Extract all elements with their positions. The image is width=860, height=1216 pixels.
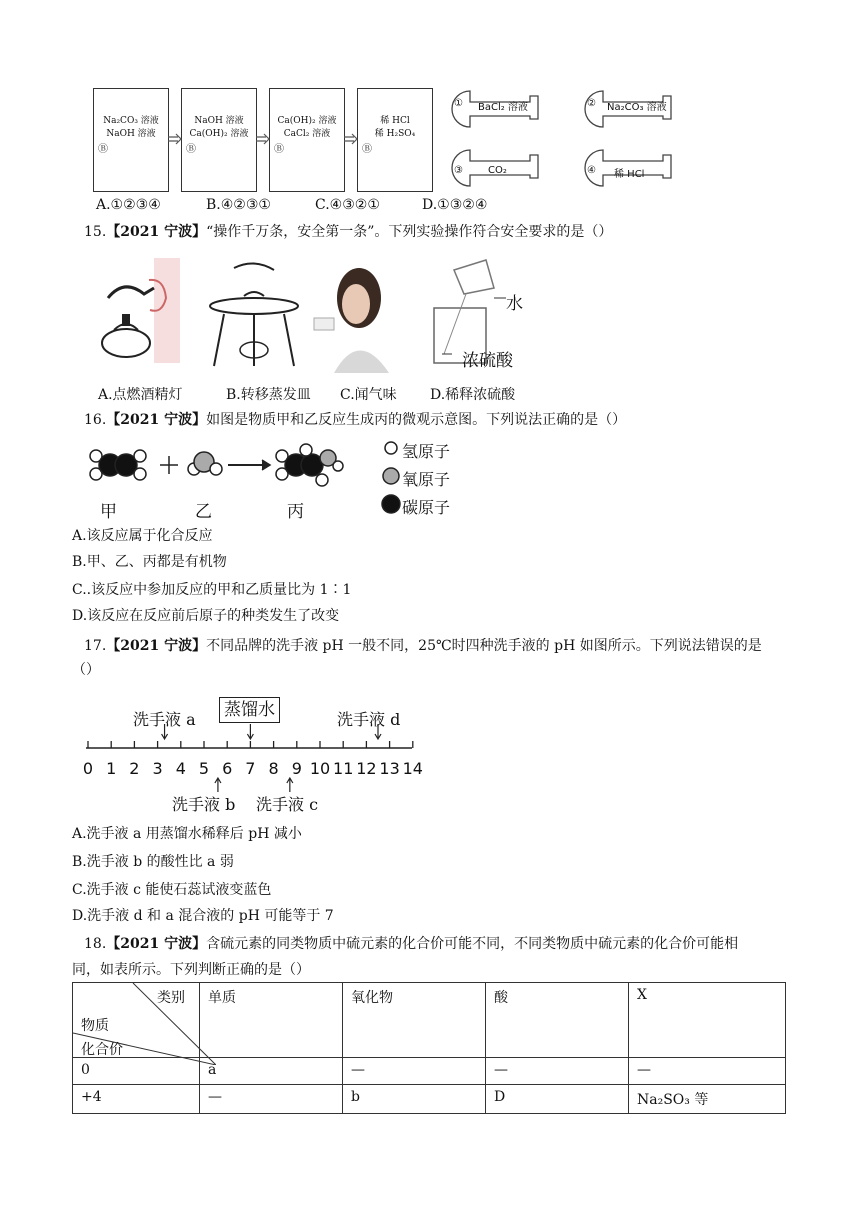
- row-0-cell-3: —: [486, 1058, 629, 1085]
- key-3-num: ③: [454, 165, 463, 176]
- row-0-cell-2: —: [343, 1058, 486, 1085]
- q17-stem-cont: （）: [72, 662, 100, 678]
- corner-category: 类别: [157, 990, 185, 1006]
- evaporating-dish-figure: [210, 263, 298, 366]
- q15-option-d[interactable]: D.稀释浓硫酸: [430, 387, 516, 403]
- marker-d-label: 洗手液 d: [337, 710, 401, 729]
- row-0-cell-1: a: [200, 1058, 343, 1085]
- distilled-water-box: 蒸馏水: [219, 697, 280, 723]
- ph-tick-label: 5: [198, 759, 210, 778]
- q14-option-d[interactable]: D.①③②④: [422, 197, 488, 213]
- q16-option-b[interactable]: B.甲、乙、丙都是有机物: [72, 554, 227, 570]
- q15-label-water: 水: [506, 294, 523, 314]
- smelling-figure: [314, 268, 389, 373]
- marker-c-arrow-icon: [287, 778, 293, 792]
- ph-tick-label: 10: [309, 759, 331, 778]
- row-1-valence: +4: [73, 1085, 200, 1114]
- box-3-line2: CaCl₂ 溶液: [283, 129, 331, 139]
- header-x: X: [629, 983, 786, 1058]
- q18-text: 含硫元素的同类物质中硫元素的化合价可能不同，不同类物质中硫元素的化合价可能相: [206, 936, 739, 952]
- q16-option-c[interactable]: C..该反应中参加反应的甲和乙质量比为 1∶1: [72, 582, 352, 598]
- molecule-label-bing: 丙: [287, 502, 304, 522]
- key-1-label: BaCl₂ 溶液: [478, 102, 528, 113]
- key-2-label: Na₂CO₃ 溶液: [607, 102, 667, 113]
- row-1-cell-2: b: [343, 1085, 486, 1114]
- legend-hydrogen: 氢原子: [402, 442, 451, 461]
- q14-option-c[interactable]: C.④③②①: [315, 197, 380, 213]
- box-3-line1: Ca(OH)₂ 溶液: [277, 116, 337, 126]
- box-1-mark: Ⓑ: [98, 144, 108, 155]
- arrow-icon: [256, 134, 269, 144]
- q18-stem-cont: 同，如表所示。下列判断正确的是（）: [72, 962, 310, 978]
- marker-b-arrow-icon: [215, 778, 221, 792]
- ph-tick-label: 9: [291, 759, 302, 778]
- q18-stem: [84, 934, 738, 954]
- box-2-line2: Ca(OH)₂ 溶液: [189, 129, 249, 139]
- row-1-cell-3: D: [486, 1085, 629, 1114]
- legend-carbon: 碳原子: [402, 498, 451, 517]
- marker-c-label: 洗手液 c: [256, 795, 319, 814]
- q16-stem: [84, 410, 626, 430]
- q16-text: 如图是物质甲和乙反应生成丙的微观示意图。下列说法正确的是（）: [206, 412, 627, 428]
- q15-option-c[interactable]: C.闻气味: [340, 387, 397, 403]
- q15-option-a[interactable]: A.点燃酒精灯: [98, 387, 183, 403]
- hydrogen-atom-icon: [134, 450, 146, 462]
- ph-tick-label: 8: [268, 759, 279, 778]
- molecule-label-yi: 乙: [195, 502, 212, 522]
- box-3-mark: Ⓑ: [274, 144, 284, 155]
- legend-oxygen: 氧原子: [402, 470, 451, 489]
- box-2-mark: Ⓑ: [186, 144, 196, 155]
- q18-source: 【2021 宁波】: [106, 936, 207, 952]
- ph-tick-label: 12: [356, 759, 377, 778]
- ph-tick-label: 2: [129, 759, 140, 778]
- row-0-cell-4: —: [629, 1058, 786, 1085]
- hydrogen-atom-icon: [316, 474, 328, 486]
- q17-text: 不同品牌的洗手液 pH 一般不同，25℃时四种洗手液的 pH 如图所示。下列说法错误的是: [206, 638, 762, 654]
- q18-number: 18.: [84, 936, 107, 952]
- box-4-line2: 稀 H₂SO₄: [374, 129, 416, 139]
- q17-source: 【2021 宁波】: [106, 638, 207, 654]
- arrow-head-icon: [262, 460, 270, 470]
- q17-stem: [84, 636, 762, 656]
- row-1-cell-4: Na₂SO₃ 等: [629, 1085, 786, 1114]
- reagent-box-1: [93, 88, 169, 192]
- legend-hydrogen-icon: [385, 442, 397, 454]
- marker-b-label: 洗手液 b: [172, 795, 236, 814]
- q14-option-b[interactable]: B.④②③①: [206, 197, 271, 213]
- q15-option-b[interactable]: B.转移蒸发皿: [226, 387, 311, 403]
- plus-icon: [160, 456, 178, 474]
- row-0-valence: 0: [73, 1058, 200, 1085]
- q15-label-acid: 浓硫酸: [462, 351, 513, 371]
- table-row: [73, 1085, 786, 1114]
- hydrogen-atom-icon: [210, 463, 222, 475]
- q17-option-c[interactable]: C.洗手液 c 能使石蕊试液变蓝色: [72, 882, 272, 898]
- hydrogen-atom-icon: [134, 468, 146, 480]
- q17-option-b[interactable]: B.洗手液 b 的酸性比 a 弱: [72, 854, 234, 870]
- ph-tick-label: 14: [402, 759, 423, 778]
- ph-tick-label: 6: [222, 759, 233, 778]
- arrow-icon: [344, 134, 357, 144]
- box-1-line2: NaOH 溶液: [106, 129, 156, 139]
- q17-number: 17.: [84, 638, 107, 654]
- molecule-label-jia: 甲: [100, 502, 117, 522]
- q17-option-d[interactable]: D.洗手液 d 和 a 混合液的 pH 可能等于 7: [72, 908, 334, 924]
- q14-option-a[interactable]: A.①②③④: [96, 197, 161, 213]
- sulfur-valence-table: [72, 982, 786, 1114]
- alcohol-lamp-figure: [102, 258, 180, 363]
- q15-number: 15.: [84, 224, 107, 240]
- key-4-num: ④: [587, 165, 596, 176]
- key-3-label: CO₂: [488, 165, 507, 176]
- ph-tick-label: 11: [333, 759, 354, 778]
- corner-substance: 物质: [81, 1018, 109, 1034]
- ph-tick-label: 3: [152, 759, 163, 778]
- q15-text: “操作千万条，安全第一条”。下列实验操作符合安全要求的是（）: [206, 224, 613, 240]
- header-elemental: 单质: [200, 983, 343, 1058]
- q16-option-a[interactable]: A.该反应属于化合反应: [72, 528, 213, 544]
- header-acid: 酸: [486, 983, 629, 1058]
- q16-number: 16.: [84, 412, 107, 428]
- box-4-line1: 稀 HCl: [380, 116, 410, 126]
- box-arrows: [165, 130, 435, 150]
- q15-source: 【2021 宁波】: [106, 224, 207, 240]
- header-oxide: 氧化物: [343, 983, 486, 1058]
- marker-water-arrow-icon: [247, 724, 253, 739]
- corner-valence: 化合价: [81, 1042, 123, 1058]
- key-2-num: ②: [587, 98, 596, 109]
- box-2-line1: NaOH 溶液: [194, 116, 244, 126]
- box-1-line1: Na₂CO₃ 溶液: [103, 116, 159, 126]
- q15-stem: [84, 222, 612, 242]
- q17-option-a[interactable]: A.洗手液 a 用蒸馏水稀释后 pH 减小: [72, 826, 302, 842]
- hydrogen-atom-icon: [300, 444, 312, 456]
- ph-tick-label: 0: [82, 759, 94, 778]
- box-4-mark: Ⓑ: [362, 144, 372, 155]
- marker-a-label: 洗手液 a: [133, 710, 196, 729]
- ph-tick-label: 1: [106, 759, 117, 778]
- ph-tick-label: 4: [175, 759, 186, 778]
- legend-oxygen-icon: [383, 468, 399, 484]
- ph-tick-label: 7: [245, 759, 256, 778]
- key-4-label: 稀 HCl: [614, 169, 645, 180]
- q16-option-d[interactable]: D.该反应在反应前后原子的种类发生了改变: [72, 608, 340, 624]
- ph-tick-label: 13: [379, 759, 400, 778]
- arrow-icon: [168, 134, 181, 144]
- table-header-row: [73, 983, 786, 1058]
- legend-carbon-icon: [382, 495, 400, 513]
- corner-cell: [73, 983, 200, 1058]
- q16-source: 【2021 宁波】: [106, 412, 207, 428]
- row-1-cell-1: —: [200, 1085, 343, 1114]
- key-1-num: ①: [454, 98, 463, 109]
- hydrogen-atom-icon: [333, 461, 343, 471]
